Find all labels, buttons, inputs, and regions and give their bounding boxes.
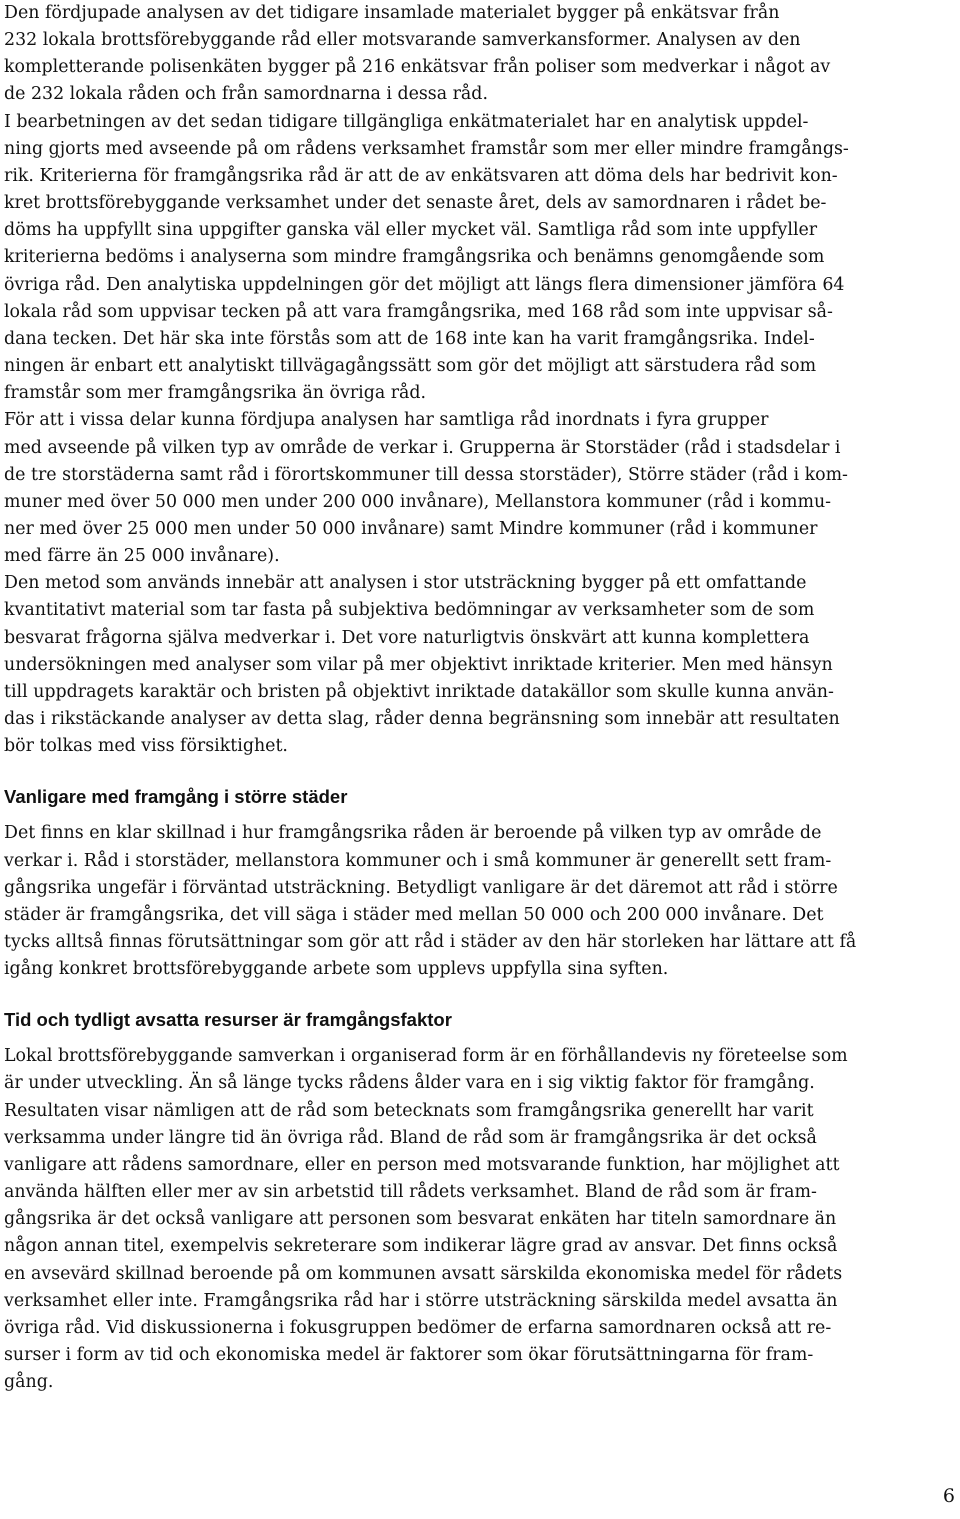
document-page (4, 0, 956, 1396)
paragraph-larger-cities: Det finns en klar skillnad i hur framgångsrika råden är beroende på vilken typ av område de verkar i. Råd i storstäder, mellanstora kommuner och i små kommuner är generellt sett fram- gångsrika ungefär i förväntad utsträckning. Betydligt vanligare är det däremot att råd i större städer är framgångsrika, det vill säga i städer med mellan 50 000 och 200 000 invånare. Det tycks alltså finnas förutsättningar som gör att råd i städer av den här storleken har lättare att få igång konkret brottsförebyggande arbete som upplevs uppfylla sina syften. (4, 823, 857, 980)
paragraph-time-resources: Lokal brottsförebyggande samverkan i organiserad form är en förhållandevis ny företeelse som är under utveckling. Än så länge tycks rådens ålder vara en i sig viktig faktor för framgång. Resultaten visar nämligen att de råd som betecknats som framgångsrika generellt har varit verksamma under längre tid än övriga råd. Bland de råd som är framgångsrika är det också vanligare att rådens samordnare, eller en person med motsvarande funktion, har möjlighet att använda hälften eller mer av sin arbetstid till rådets verksamhet. Bland de råd som är fram- gångsrika är det också vanligare att personen som besvarat enkäten har titeln samordnare än någon annan titel, exempelvis sekreterare som indikerar lägre grad av ansvar. Det finns också en avsevärd skillnad beroende på om kommunen avsatt särskilda ekonomiska medel för rådets verksamhet eller inte. Framgångsrika råd har i större utsträckning särskilda medel avsatta än övriga råd. Vid diskussionerna i fokusgruppen bedömer de erfarna samordnaren också att re- surser i form av tid och ekonomiska medel är faktorer som ökar förutsättningarna för fram- gång. (4, 1046, 848, 1393)
section-heading-larger-cities: Vanligare med framgång i större städer (4, 786, 348, 808)
section-heading-time-resources: Tid och tydligt avsatta resurser är framgångsfaktor (4, 1009, 452, 1031)
paragraph-intro: Den fördjupade analysen av det tidigare insamlade materialet bygger på enkätsvar från 232 lokala brottsförebyggande råd eller motsvarande samverkansformer. Analysen av den kompletterande polisenkäten bygger på 216 enkätsvar från poliser som medverkar i något av de 232 lokala råden och från samordnarna i dessa råd. (4, 3, 831, 105)
paragraph-analysis-division: I bearbetningen av det sedan tidigare tillgängliga enkätmaterialet har en analytisk uppdel- ning gjorts med avseende på om rådens verksamhet framstår som mer eller mindre framgångs- rik. Kriterierna för framgångsrika råd är att de av enkätsvaren att döma dels har bedrivit kon- kret brottsförebyggande verksamhet under det senaste året, dels av samordnaren i rådet be- döms ha uppfyllt sina uppgifter ganska väl eller mycket väl. Samtliga råd som inte uppfyller kriterierna bedöms i analyserna som mindre framgångsrika och benämns genomgående som övriga råd. Den analytiska uppdelningen gör det möjligt att längs flera dimensioner jämföra 64 lokala råd som uppvisar tecken på att vara framgångsrika, med 168 råd som inte uppvisar så- dana tecken. Det här ska inte förstås som att de 168 inte kan ha varit framgångsrika. Indel- ningen är enbart ett analytiskt tillvägagångssätt som gör det möjligt att särstudera råd som framstår som mer framgångsrika än övriga råd. (4, 111, 849, 404)
paragraph-method: Den metod som används innebär att analysen i stor utsträckning bygger på ett omfattande kvantitativt material som tar fasta på subjektiva bedömningar av verksamheter som de som besvarat frågorna själva medverkar i. Det vore naturligtvis önskvärt att kunna komplettera undersökningen med analyser som vilar på mer objektivt inriktade kriterier. Men med hänsyn till uppdragets karaktär och bristen på objektivt inriktade datakällor som skulle kunna använ- das i rikstäckande analyser av detta slag, råder denna begränsning som innebär att resultaten bör tolkas med viss försiktighet. (4, 573, 840, 757)
page-number: 6 (942, 1485, 955, 1507)
paragraph-groups: För att i vissa delar kunna fördjupa analysen har samtliga råd inordnats i fyra grupper med avseende på vilken typ av område de verkar i. Grupperna är Storstäder (råd i stadsdelar i de tre storstäderna samt råd i förortskommuner till dessa storstäder), Större städer (råd i kom- muner med över 50 000 men under 200 000 invånare), Mellanstora kommuner (råd i kommu- ner med över 25 000 men under 50 000 invånare) samt Mindre kommuner (råd i kommuner med färre än 25 000 invånare). (4, 410, 848, 567)
